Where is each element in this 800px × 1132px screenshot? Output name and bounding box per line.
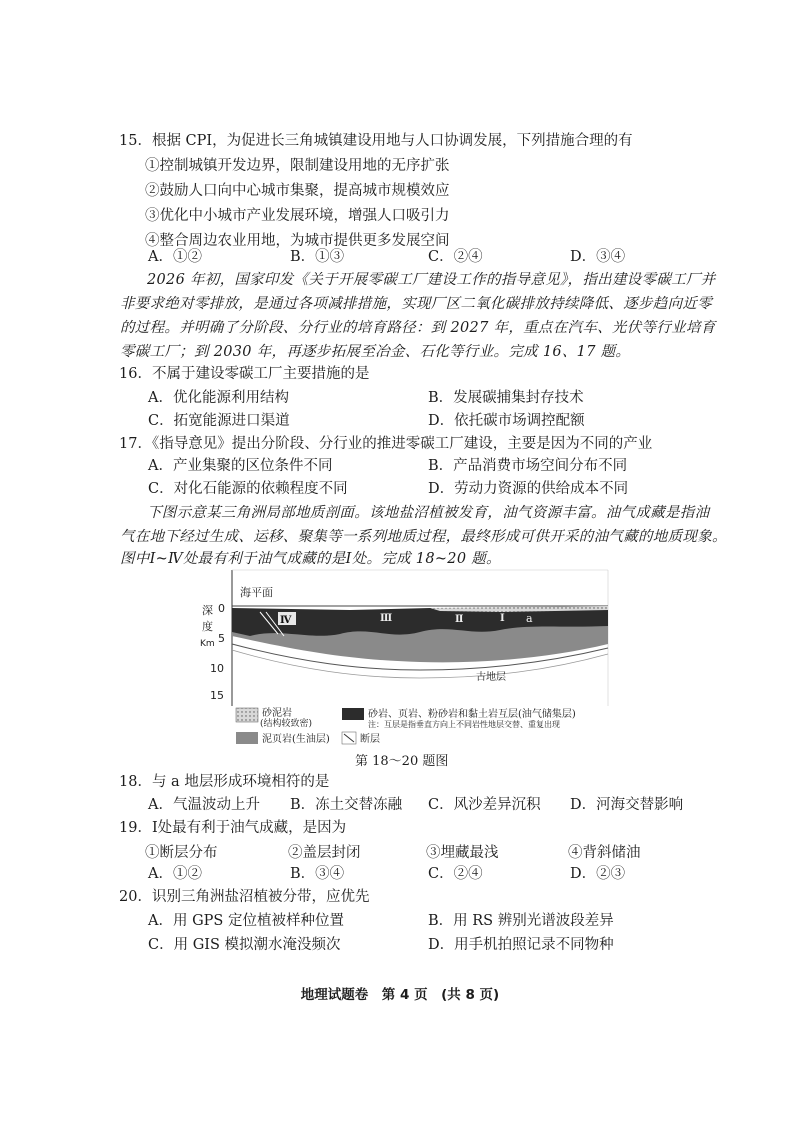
q16-option-c: C．拓宽能源进口渠道 [148,413,290,429]
depth-tick-15: 15 [210,689,224,702]
passage2-line-1: 下图示意某三角洲局部地质剖面。该地盐沼植被发育，油气资源丰富。油气成藏是指油 [147,505,710,521]
q17-option-a: A．产业集聚的区位条件不同 [148,458,333,474]
q15-option-d: D．③④ [570,249,626,265]
passage2-line-3: 图中Ⅰ~Ⅳ处最有利于油气成藏的是Ⅰ处。完成 18~20 题。 [120,551,501,567]
q20-option-a: A．用 GPS 定位植被样种位置 [148,913,344,929]
q18-option-b: B．冻土交替冻融 [290,797,403,813]
q19-option-c: C．②④ [428,866,483,882]
q15-item-2: ②鼓励人口向中心城市集聚，提高城市规模效应 [145,183,450,199]
q20-option-c: C．用 GIS 模拟潮水淹没频次 [148,937,341,953]
q19-item-4: ④背斜储油 [568,845,641,861]
legend-sandy-mud-swatch [236,708,258,722]
q18-option-a: A．气温波动上升 [148,797,260,813]
q17-option-c: C．对化石能源的依赖程度不同 [148,481,348,497]
q19-item-1: ①断层分布 [145,845,218,861]
q15-option-a: A．①② [148,249,202,265]
figure-caption: 第 18～20 题图 [355,754,449,769]
passage1-line-3: 的过程。并明确了分阶段、分行业的培育路径：到 2027 年，重点在汽车、光伏等行业培育 [120,320,716,336]
depth-tick-0: 0 [218,602,225,615]
depth-label-2: 度 [202,620,213,633]
zone-i-label: Ⅰ [500,613,505,624]
q15-item-3: ③优化中小城市产业发展环境，增强人口吸引力 [145,208,450,224]
q19-option-a: A．①② [148,866,202,882]
legend-reservoir-label: 砂岩、页岩、粉砂岩和黏土岩互层(油气储集层) [368,709,576,720]
q15-option-c: C．②④ [428,249,483,265]
zone-ii-label: Ⅱ [455,614,464,625]
q19-item-2: ②盖层封闭 [288,845,361,861]
q20-option-d: D．用手机拍照记录不同物种 [428,937,614,953]
q17-option-b: B．产品消费市场空间分布不同 [428,458,628,474]
legend-fault-label: 断层 [360,734,380,745]
q19-item-3: ③埋藏最浅 [426,845,499,861]
q19-option-d: D．②③ [570,866,626,882]
legend-reservoir-swatch [342,708,364,720]
q18-option-c: C．风沙差异沉积 [428,797,541,813]
legend-reservoir-note: 注：互层是指垂直方向上不同岩性地层交替、重复出现 [368,720,560,729]
q19-stem: 19．Ⅰ处最有利于油气成藏，是因为 [119,820,347,836]
depth-tick-5: 5 [218,632,225,645]
q15-item-1: ①控制城镇开发边界，限制建设用地的无序扩张 [145,158,450,174]
q20-option-b: B．用 RS 辨别光谱波段差异 [428,913,614,929]
q18-stem: 18．与 a 地层形成环境相符的是 [119,774,330,790]
zone-iii-label: Ⅲ [380,613,393,624]
legend-sandy-mud-label: 砂泥岩 [262,708,292,719]
zone-a-label: a [526,612,533,625]
q15-stem: 15．根据 CPI，为促进长三角城镇建设用地与人口协调发展，下列措施合理的有 [119,133,633,149]
depth-label-3: Km [200,639,215,649]
q16-option-b: B．发展碳捕集封存技术 [428,390,584,406]
passage2-line-2: 气在地下经过生成、运移、聚集等一系列地质过程，最终形成可供开采的油气藏的地质现象。 [120,529,727,545]
passage1-line-2: 非要求绝对零排放，是通过各项减排措施，实现厂区二氧化碳排放持续降低、逐步趋向近零 [120,296,712,312]
q16-option-d: D．依托碳市场调控配额 [428,413,585,429]
q16-stem: 16．不属于建设零碳工厂主要措施的是 [119,366,370,382]
depth-label-1: 深 [202,604,213,617]
passage1-line-4: 零碳工厂；到 2030 年，再逐步拓展至冶金、石化等行业。完成 16、17 题。 [120,344,631,360]
q19-option-b: B．③④ [290,866,345,882]
zone-iv-label: Ⅳ [280,615,292,626]
q15-option-b: B．①③ [290,249,345,265]
q17-stem: 17．《指导意见》提出分阶段、分行业的推进零碳工厂建设，主要是因为不同的产业 [119,436,653,452]
legend-source-rock-swatch [236,732,258,744]
q18-option-d: D．河海交替影响 [570,797,684,813]
old-stratum-label: 古地层 [476,672,506,683]
geological-cross-section [200,566,620,766]
legend-source-rock-label: 泥页岩(生油层) [262,734,330,745]
q17-option-d: D．劳动力资源的供给成本不同 [428,481,629,497]
sea-level-label: 海平面 [240,586,273,599]
passage1-line-1: 2026 年初，国家印发《关于开展零碳工厂建设工作的指导意见》，指出建设零碳工厂并 [147,272,716,288]
q20-stem: 20．识别三角洲盐沼植被分带，应优先 [119,889,370,905]
q15-item-4: ④整合周边农业用地，为城市提供更多发展空间 [145,233,450,249]
q16-option-a: A．优化能源利用结构 [148,390,289,406]
page-footer: 地理试题卷 第 4 页 (共 8 页) [300,987,500,1003]
legend-sandy-mud-note: (结构较致密) [260,719,313,729]
depth-tick-10: 10 [210,662,224,675]
